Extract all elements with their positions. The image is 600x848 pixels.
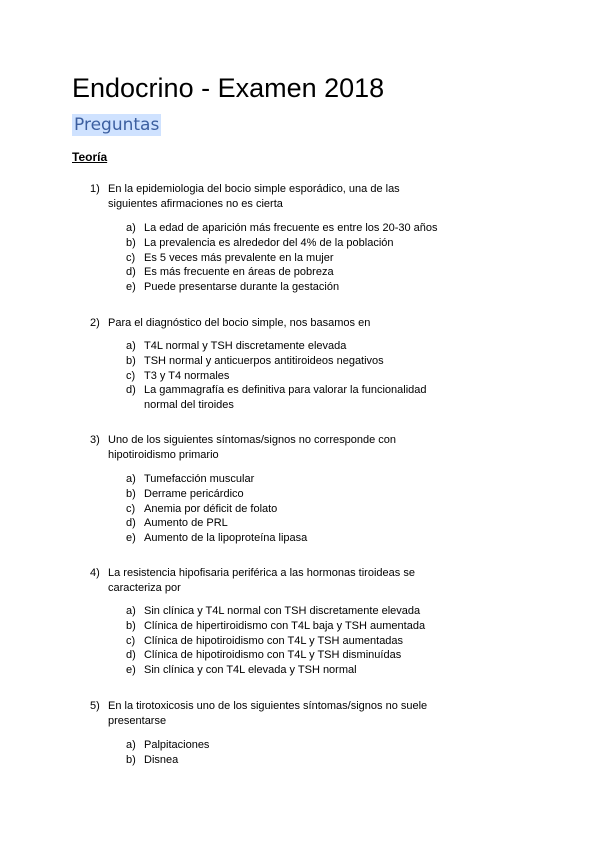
question-3-options xyxy=(126,472,456,546)
option-letter: b) xyxy=(126,236,136,249)
option-b xyxy=(126,236,456,251)
option-text: Anemia por déficit de folato xyxy=(144,502,278,515)
option-c xyxy=(126,634,456,649)
option-a xyxy=(126,472,456,487)
option-letter: b) xyxy=(126,354,136,367)
option-e xyxy=(126,663,456,678)
question-text: Para el diagnóstico del bocio simple, nos basamos en xyxy=(108,317,371,329)
option-a xyxy=(126,221,456,236)
option-d xyxy=(126,383,444,413)
option-letter: e) xyxy=(126,664,136,677)
question-number: 3) xyxy=(90,434,100,446)
option-text: Sin clínica y T4L normal con TSH discretamente elevada xyxy=(144,605,421,617)
option-letter: c) xyxy=(126,634,136,647)
question-number: 1) xyxy=(90,183,100,195)
option-d xyxy=(126,265,456,280)
question-3 xyxy=(90,433,450,462)
question-text: En la tirotoxicosis uno de los siguientes síntomas/signos no suele presentarse xyxy=(108,700,428,727)
option-b xyxy=(126,487,456,502)
option-text: Derrame pericárdico xyxy=(144,487,244,500)
question-4-options xyxy=(126,604,456,678)
option-e xyxy=(126,531,456,546)
question-1-options xyxy=(126,221,456,295)
option-text: Puede presentarse durante la gestación xyxy=(144,281,340,294)
option-d xyxy=(126,648,456,663)
option-b xyxy=(126,619,456,634)
option-letter: a) xyxy=(126,473,136,485)
option-letter: a) xyxy=(126,340,136,352)
option-a xyxy=(126,339,456,354)
subsection-heading-teoria: Teoría xyxy=(72,150,108,164)
option-text: La gammagrafía es definitiva para valorar la funcionalidad normal del tiroides xyxy=(144,384,427,412)
option-letter: c) xyxy=(126,369,136,382)
option-text: T4L normal y TSH discretamente elevada xyxy=(144,340,347,352)
question-text: La resistencia hipofisaria periférica a las hormonas tiroideas se caracteriza por xyxy=(108,567,415,594)
option-a xyxy=(126,604,456,619)
option-letter: c) xyxy=(126,502,136,515)
option-text: Aumento de PRL xyxy=(144,517,228,530)
question-2-options xyxy=(126,339,456,413)
question-text: Uno de los siguientes síntomas/signos no corresponde con hipotiroidismo primario xyxy=(108,434,397,461)
option-b xyxy=(126,354,456,369)
question-5-options xyxy=(126,738,456,768)
question-number: 2) xyxy=(90,317,100,329)
option-letter: a) xyxy=(126,739,136,751)
option-text: La edad de aparición más frecuente es entre los 20-30 años xyxy=(144,222,438,234)
option-b xyxy=(126,753,456,768)
question-5 xyxy=(90,699,450,728)
question-number: 5) xyxy=(90,700,100,712)
question-number: 4) xyxy=(90,567,100,579)
option-letter: a) xyxy=(126,222,136,234)
option-text: Disnea xyxy=(144,753,179,766)
option-text: Aumento de la lipoproteína lipasa xyxy=(144,532,308,545)
option-letter: d) xyxy=(126,384,136,397)
option-text: Tumefacción muscular xyxy=(144,473,255,485)
option-letter: b) xyxy=(126,487,136,500)
option-text: Sin clínica y con T4L elevada y TSH normal xyxy=(144,664,357,677)
option-text: Clínica de hipotiroidismo con T4L y TSH aumentadas xyxy=(144,634,404,647)
option-text: Es 5 veces más prevalente en la mujer xyxy=(144,251,334,264)
option-letter: e) xyxy=(126,281,136,294)
option-c xyxy=(126,369,456,384)
option-d xyxy=(126,516,456,531)
option-text: TSH normal y anticuerpos antitiroideos negativos xyxy=(144,354,384,367)
option-text: Clínica de hipotiroidismo con T4L y TSH disminuídas xyxy=(144,649,402,662)
option-letter: e) xyxy=(126,532,136,545)
option-text: La prevalencia es alrededor del 4% de la población xyxy=(144,236,394,249)
question-1 xyxy=(90,182,450,211)
option-letter: b) xyxy=(126,753,136,766)
option-c xyxy=(126,502,456,517)
option-letter: b) xyxy=(126,619,136,632)
option-a xyxy=(126,738,456,753)
option-letter: d) xyxy=(126,517,136,530)
option-text: T3 y T4 normales xyxy=(144,369,230,382)
option-letter: c) xyxy=(126,251,136,264)
option-e xyxy=(126,280,456,295)
option-text: Clínica de hipertiroidismo con T4L baja y TSH aumentada xyxy=(144,619,426,632)
option-text: Es más frecuente en áreas de pobreza xyxy=(144,266,334,279)
option-letter: a) xyxy=(126,605,136,617)
page-title: Endocrino - Examen 2018 xyxy=(72,73,385,103)
option-c xyxy=(126,251,456,266)
option-text: Palpitaciones xyxy=(144,739,210,751)
section-heading-preguntas: Preguntas xyxy=(74,115,160,135)
question-text: En la epidemiologia del bocio simple esporádico, una de las siguientes afirmaciones no es cierta xyxy=(108,183,400,210)
question-2 xyxy=(90,316,450,331)
question-4 xyxy=(90,566,450,595)
option-letter: d) xyxy=(126,649,136,662)
option-letter: d) xyxy=(126,266,136,279)
